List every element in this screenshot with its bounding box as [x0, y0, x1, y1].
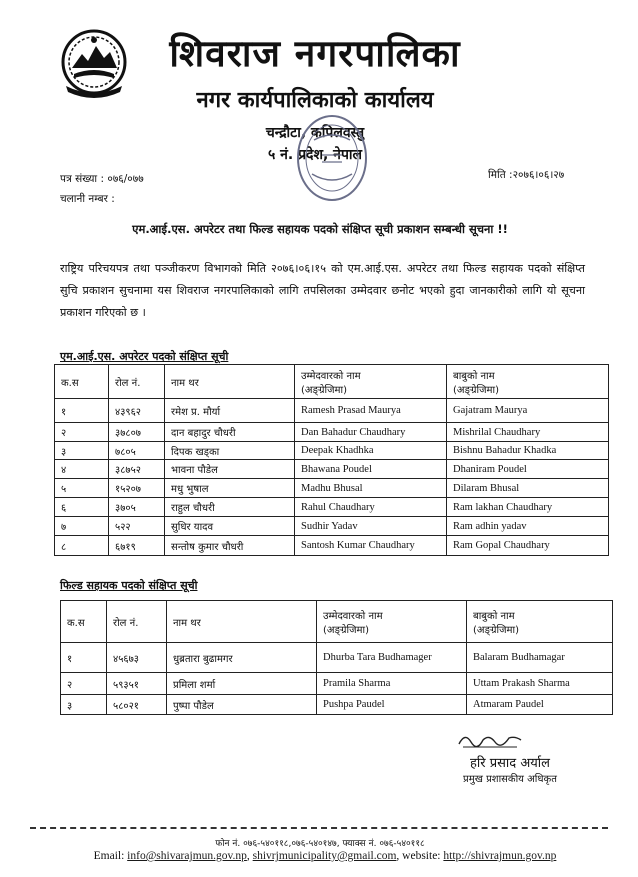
website-label: , website:: [396, 850, 441, 862]
cell-roll: ५२२: [109, 517, 165, 536]
cell-name-np: मधु भुषाल: [165, 479, 295, 498]
cell-name-en: Madhu Bhusal: [295, 479, 447, 498]
cell-father-en: Balaram Budhamagar: [467, 643, 613, 673]
cell-roll: ६७१९: [109, 536, 165, 556]
cell-father-en: Ram Gopal Chaudhary: [447, 536, 609, 556]
cell-sn: १: [55, 399, 109, 423]
cell-name-en: Rahul Chaudhary: [295, 498, 447, 517]
table-row: [61, 643, 613, 673]
header-father-sub: (अङ्ग्रेजिमा): [473, 624, 520, 636]
cell-sn: ५: [55, 479, 109, 498]
cell-name-np: दिपक खड्का: [165, 442, 295, 460]
cell-roll: ३७०५: [109, 498, 165, 517]
header-candidate-en: [317, 601, 467, 643]
cell-roll: १५२०७: [109, 479, 165, 498]
cell-name-en: Ramesh Prasad Maurya: [295, 399, 447, 423]
header-name: नाम थर: [167, 601, 317, 643]
cell-name-np: भावना पौडेल: [165, 460, 295, 479]
header-roll: रोल नं.: [107, 601, 167, 643]
header-father-en: [447, 365, 609, 399]
header-sn: क.स: [61, 601, 107, 643]
office-stamp: [292, 110, 372, 206]
cell-name-en: Pushpa Paudel: [317, 695, 467, 715]
footer-phone: फोन नं. ०७६-५४०११८,०७६-५४०१४७, फ्याक्स नं. ०७६-५४०११८: [215, 839, 425, 849]
letter-number: पत्र संख्या : ०७६/०७७: [60, 173, 144, 185]
header-roll: रोल नं.: [109, 365, 165, 399]
email-link-info[interactable]: info@shivarajmun.gov.np: [127, 850, 247, 862]
header-candidate-en: [295, 365, 447, 399]
cell-sn: ६: [55, 498, 109, 517]
table-row: [55, 442, 609, 460]
email-separator: ,: [246, 850, 250, 862]
cell-father-en: Dilaram Bhusal: [447, 479, 609, 498]
header-father-label: बाबुको नाम: [453, 370, 495, 382]
cell-father-en: Ram lakhan Chaudhary: [447, 498, 609, 517]
cell-name-np: सन्तोष कुमार चौधरी: [165, 536, 295, 556]
header-sn: क.स: [55, 365, 109, 399]
nepal-emblem-logo: [60, 28, 128, 100]
header-candidate-label: उम्मेदवारको नाम: [301, 370, 361, 382]
letter-date: मिति :२०७६।०६।२७: [488, 169, 565, 181]
cell-father-en: Atmaram Paudel: [467, 695, 613, 715]
table-row: [55, 479, 609, 498]
header-father-en: [467, 601, 613, 643]
header-father-label: बाबुको नाम: [473, 610, 515, 622]
cell-name-en: Deepak Khadhka: [295, 442, 447, 460]
table-row: [61, 695, 613, 715]
cell-name-en: Dan Bahadur Chaudhary: [295, 423, 447, 442]
table-header-row: [61, 601, 613, 643]
cell-sn: ३: [61, 695, 107, 715]
header-candidate-label: उम्मेदवारको नाम: [323, 610, 383, 622]
footer-contact: [60, 850, 590, 862]
cell-name-np: पुष्पा पौडेल: [167, 695, 317, 715]
header-candidate-sub: (अङ्ग्रेजिमा): [323, 624, 370, 636]
cell-sn: ३: [55, 442, 109, 460]
handwritten-signature: [455, 728, 525, 750]
cell-name-en: Sudhir Yadav: [295, 517, 447, 536]
table-row: [61, 673, 613, 695]
cell-name-np: राहुल चौधरी: [165, 498, 295, 517]
cell-father-en: Uttam Prakash Sharma: [467, 673, 613, 695]
cell-name-en: Bhawana Poudel: [295, 460, 447, 479]
cell-roll: ३७८०७: [109, 423, 165, 442]
notice-body: राष्ट्रिय परिचयपत्र तथा पञ्जीकरण विभागको मिति २०७६।०६।१५ को एम.आई.एस. अपरेटर तथा फिल्ड सहायक पदको संक्षिप्त सुचि प्रकाशन सुचनामा यस शिवराज नगरपालिकाको लागि तपसिलका उम्मेदवार छनोट भएको हुदा जानकारीको लागि यो सूचना प्रकाशन गरिएको छ ।: [60, 262, 585, 319]
cell-roll: ५८०२१: [107, 695, 167, 715]
cell-name-np: सुधिर यादव: [165, 517, 295, 536]
cell-father-en: Gajatram Maurya: [447, 399, 609, 423]
address-line-2: ५ नं. प्रदेश, नेपाल: [267, 147, 363, 163]
cell-roll: ४५६७३: [107, 643, 167, 673]
cell-name-en: Pramila Sharma: [317, 673, 467, 695]
website-link[interactable]: http://shivrajmun.gov.np: [443, 850, 557, 862]
cell-sn: १: [61, 643, 107, 673]
address-line-1: चन्द्रौटा, कपिलवस्तु: [265, 125, 365, 141]
cell-sn: २: [55, 423, 109, 442]
table-row: [55, 423, 609, 442]
cell-sn: ७: [55, 517, 109, 536]
cell-name-np: दान बहादुर चौधरी: [165, 423, 295, 442]
cell-name-np: रमेश प्र. मौर्या: [165, 399, 295, 423]
mis-table-title: एम.आई.एस. अपरेटर पदको संक्षिप्त सूची: [60, 350, 229, 363]
cell-name-np: प्रमिला शर्मा: [167, 673, 317, 695]
cell-father-en: Dhaniram Poudel: [447, 460, 609, 479]
signatory-title: प्रमुख प्रशासकीय अधिकृत: [463, 774, 557, 785]
cell-sn: २: [61, 673, 107, 695]
cell-sn: ४: [55, 460, 109, 479]
signatory-name: हरि प्रसाद अर्याल: [470, 756, 550, 771]
field-table-title: फिल्ड सहायक पदको संक्षिप्त सूची: [60, 579, 198, 592]
table-row: [55, 536, 609, 556]
notice-subject: एम.आई.एस. अपरेटर तथा फिल्ड सहायक पदको संक्षिप्त सूची प्रकाशन सम्बन्धी सूचना !!: [132, 222, 508, 236]
footer-divider: [30, 827, 608, 829]
email-label: Email:: [93, 850, 125, 862]
municipality-title: शिवराज नगरपालिका: [169, 32, 461, 75]
dispatch-number: चलानी नम्बर :: [60, 193, 115, 205]
cell-sn: ८: [55, 536, 109, 556]
cell-father-en: Bishnu Bahadur Khadka: [447, 442, 609, 460]
cell-father-en: Mishrilal Chaudhary: [447, 423, 609, 442]
table-row: [55, 460, 609, 479]
cell-name-en: Dhurba Tara Budhamager: [317, 643, 467, 673]
cell-father-en: Ram adhin yadav: [447, 517, 609, 536]
field-assistant-table: [60, 600, 613, 715]
table-row: [55, 399, 609, 423]
cell-roll: ४३९६२: [109, 399, 165, 423]
cell-name-en: Santosh Kumar Chaudhary: [295, 536, 447, 556]
table-row: [55, 517, 609, 536]
table-row: [55, 498, 609, 517]
cell-roll: ५९३५१: [107, 673, 167, 695]
header-name: नाम थर: [165, 365, 295, 399]
table-header-row: [55, 365, 609, 399]
cell-roll: ३८७५२: [109, 460, 165, 479]
email-link-gmail[interactable]: shivrjmunicipality@gmail.com: [252, 850, 397, 862]
office-subtitle: नगर कार्यपालिकाको कार्यालय: [196, 88, 434, 113]
mis-operator-table: [54, 364, 609, 556]
cell-name-np: धुब्रतारा बुढामगर: [167, 643, 317, 673]
header-candidate-sub: (अङ्ग्रेजिमा): [301, 384, 348, 396]
header-father-sub: (अङ्ग्रेजिमा): [453, 384, 500, 396]
cell-roll: ७८०५: [109, 442, 165, 460]
